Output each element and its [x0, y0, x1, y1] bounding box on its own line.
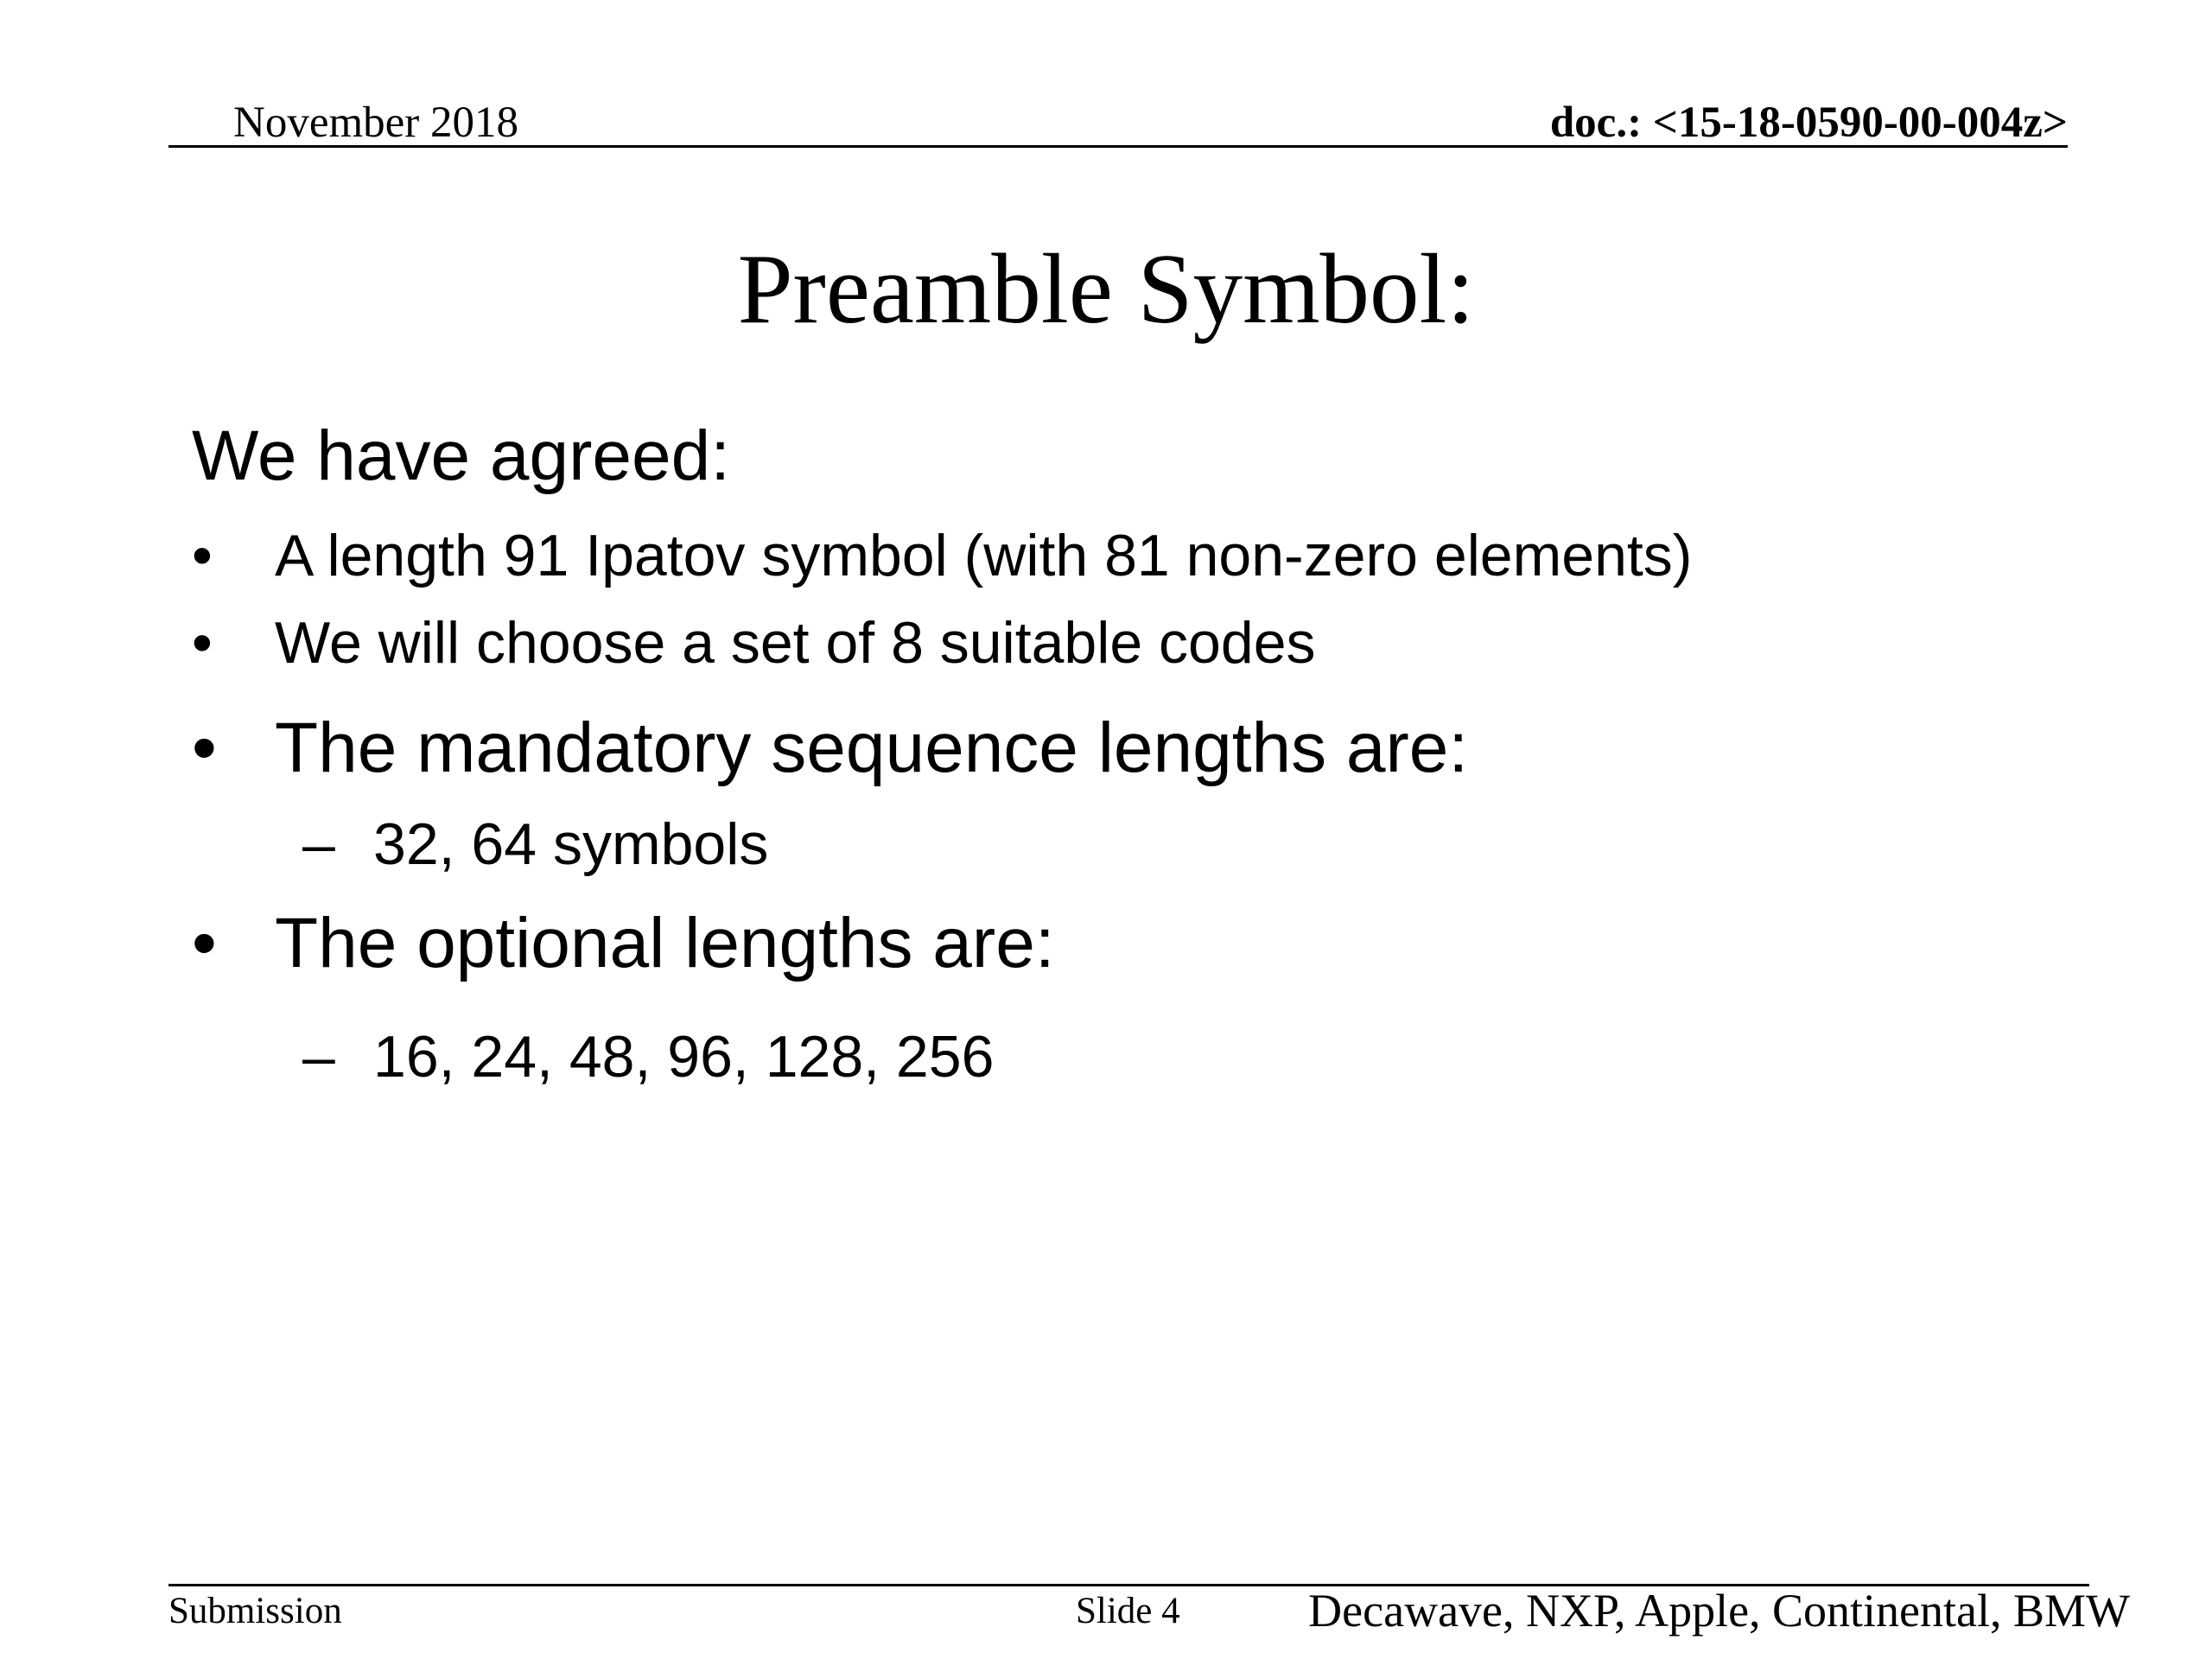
footer-slide-number: Slide 4 — [1076, 1591, 1180, 1631]
footer-authors: Decawave, NXP, Apple, Continental, BMW — [1308, 1585, 2130, 1637]
header-date: November 2018 — [233, 99, 519, 147]
bullet-item-ipatov: A length 91 Ipatov symbol (with 81 non-zero elements) — [275, 523, 1693, 588]
sub-bullet-optional-lengths: 16, 24, 48, 96, 128, 256 — [373, 1024, 995, 1090]
bullet-glyph: • — [192, 709, 217, 787]
bullet-glyph: • — [192, 610, 213, 676]
footer-submission: Submission — [168, 1591, 342, 1631]
header-rule — [168, 145, 2068, 148]
intro-text: We have agreed: — [192, 416, 731, 495]
bullet-item-codes: We will choose a set of 8 suitable codes — [275, 610, 1316, 676]
bullet-glyph: • — [192, 904, 217, 982]
header-doc-id: doc.: <15-18-0590-00-004z> — [1549, 99, 2068, 147]
sub-bullet-mandatory-lengths: 32, 64 symbols — [373, 811, 769, 877]
sub-bullet-dash: – — [302, 811, 335, 877]
bullet-item-mandatory: The mandatory sequence lengths are: — [275, 709, 1469, 787]
bullet-glyph: • — [192, 523, 213, 588]
slide-title: Preamble Symbol: — [737, 234, 1475, 344]
sub-bullet-dash: – — [302, 1024, 335, 1090]
bullet-item-optional: The optional lengths are: — [275, 904, 1055, 982]
